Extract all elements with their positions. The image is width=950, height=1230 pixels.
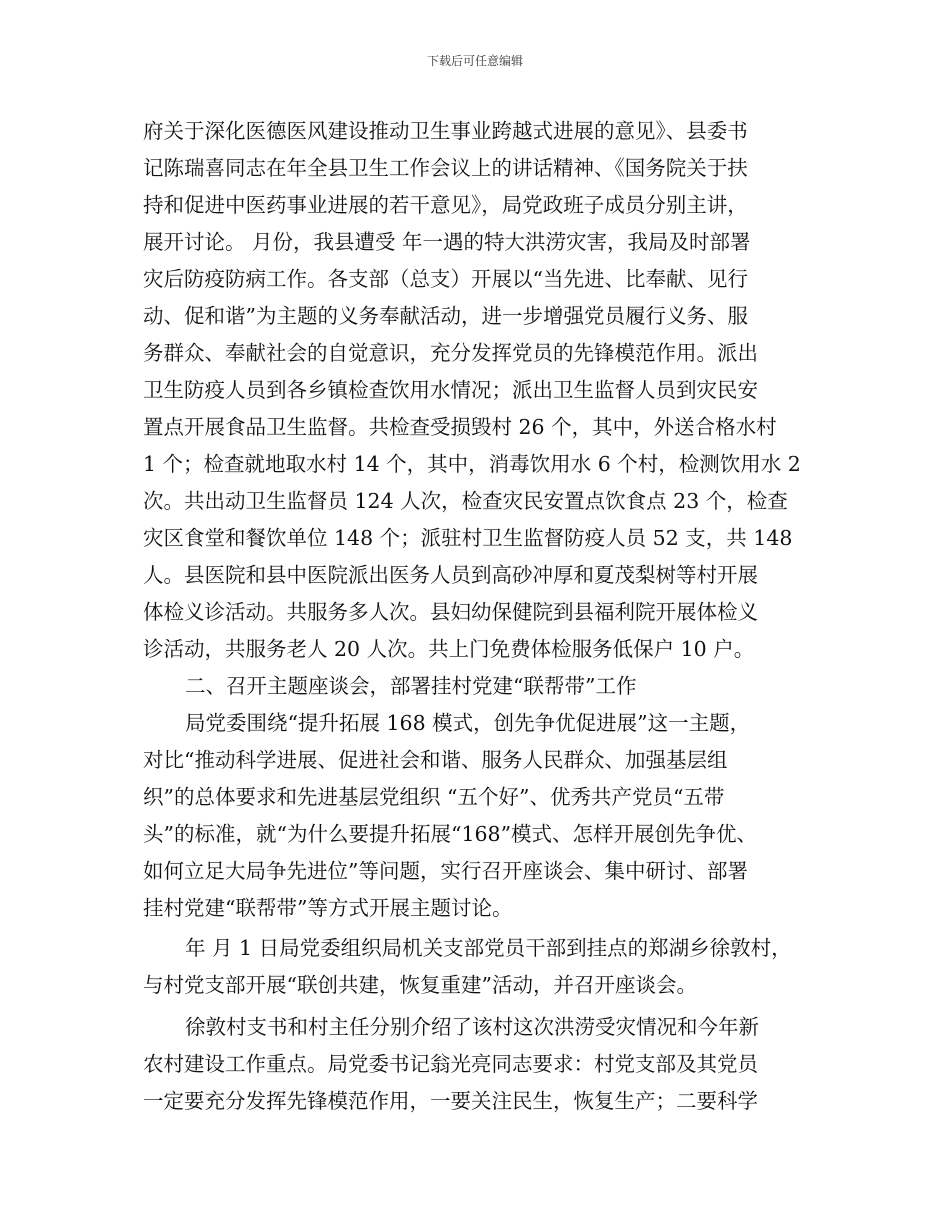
text-line: 灾后防疫防病工作。各支部（总支）开展以“当先进、比奉献、见行 xyxy=(143,267,748,291)
text-line: 务群众、奉献社会的自觉意识，充分发挥党员的先锋模范作用。派出 xyxy=(143,341,758,365)
text-line: 挂村党建“联帮带”等方式开展主题讨论。 xyxy=(143,896,513,920)
text-line: 一定要充分发挥先锋模范作用，一要关注民生，恢复生产；二要科学 xyxy=(143,1089,758,1113)
document-body xyxy=(143,113,833,1120)
text-line: 人。县医院和县中医院派出医务人员到高砂冲厚和夏茂梨树等村开展 xyxy=(143,563,758,587)
text-line: 年 月 1 日局党委组织局机关支部党员干部到挂点的郑湖乡徐敦村， xyxy=(185,936,792,960)
section-heading: 二、召开主题座谈会，部署挂村党建“联帮带”工作 xyxy=(185,674,637,698)
text-line: 诊活动，共服务老人 20 人次。共上门免费体检服务低保户 10 户。 xyxy=(143,637,755,661)
text-line: 徐敦村支书和村主任分别介绍了该村这次洪涝受灾情况和今年新 xyxy=(185,1015,759,1039)
text-line: 记陈瑞喜同志在年全县卫生工作会议上的讲话精神、《国务院关于扶 xyxy=(143,156,748,180)
text-line: 展开讨论。 月份，我县遭受 年一遇的特大洪涝灾害，我局及时部署 xyxy=(143,230,751,254)
text-line: 体检义诊活动。共服务多人次。县妇幼保健院到县福利院开展体检义 xyxy=(143,600,758,624)
text-line: 置点开展食品卫生监督。共检查受损毁村 26 个，其中，外送合格水村 xyxy=(143,415,777,439)
text-line: 持和促进中医药事业进展的若干意见》，局党政班子成员分别主讲， xyxy=(143,193,748,217)
text-line: 与村党支部开展“联创共建，恢复重建”活动，并召开座谈会。 xyxy=(143,973,697,997)
text-line: 1 个；检查就地取水村 14 个，其中，消毒饮用水 6 个村，检测饮用水 2 xyxy=(143,452,801,476)
text-line: 对比“推动科学进展、促进社会和谐、服务人民群众、加强基层组 xyxy=(143,748,728,772)
text-line: 府关于深化医德医风建设推动卫生事业跨越式进展的意见》、县委书 xyxy=(143,119,748,143)
text-line: 如何立足大局争先进位”等问题，实行召开座谈会、集中研讨、部署 xyxy=(143,859,748,883)
text-line: 次。共出动卫生监督员 124 人次，检查灾民安置点饮食点 23 个，检查 xyxy=(143,489,788,513)
text-line: 农村建设工作重点。局党委书记翁光亮同志要求：村党支部及其党员 xyxy=(143,1052,758,1076)
text-line: 局党委围绕“提升拓展 168 模式，创先争优促进展”这一主题， xyxy=(185,711,751,735)
page-header: 下载后可任意编辑 xyxy=(426,54,523,68)
text-line: 动、促和谐”为主题的义务奉献活动，进一步增强党员履行义务、服 xyxy=(143,304,748,328)
text-line: 灾区食堂和餐饮单位 148 个；派驻村卫生监督防疫人员 52 支，共 148 xyxy=(143,526,793,550)
text-line: 头”的标准，就“为什么要提升拓展“168”模式、怎样开展创先争优、 xyxy=(143,822,758,846)
text-line: 卫生防疫人员到各乡镇检查饮用水情况；派出卫生监督人员到灾民安 xyxy=(143,378,758,402)
text-line: 织”的总体要求和先进基层党组织 “五个好”、优秀共产党员“五带 xyxy=(143,785,725,809)
